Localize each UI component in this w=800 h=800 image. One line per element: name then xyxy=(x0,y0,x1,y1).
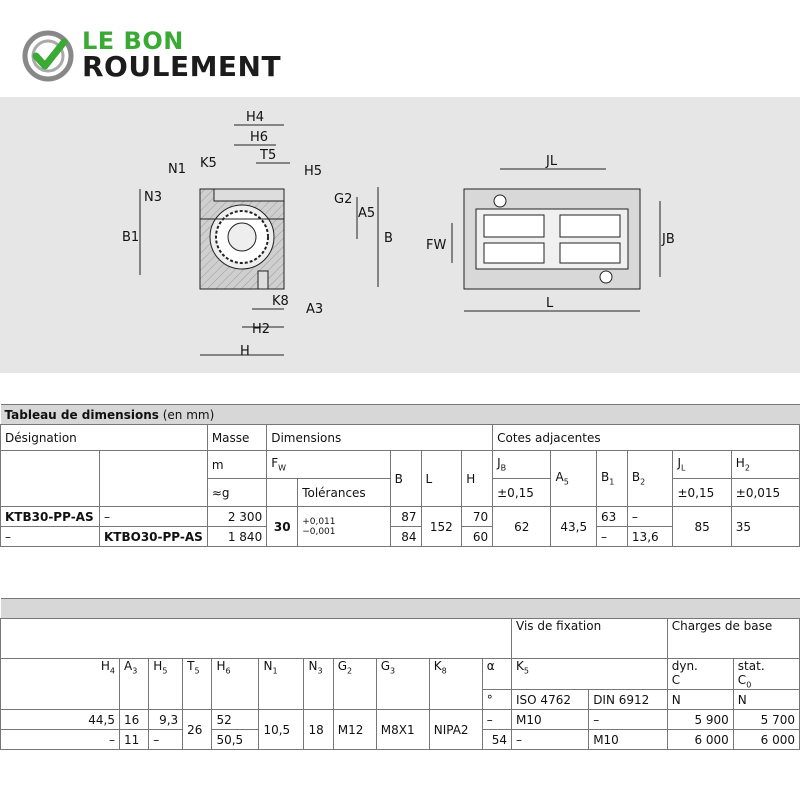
header-JL: $J_L$ xyxy=(673,451,731,479)
label-H4: H4 xyxy=(246,110,265,125)
designation-2: – xyxy=(1,527,100,547)
header-g: ≈g xyxy=(207,479,266,507)
fixing-table: Vis de fixation Charges de base $H_4$ $A_3$ $H_5$ $T_5$ $H_6$ $N_1$ $N_3$ $G_2$ $G_3$ $K_8$ α $K_5$ dyn. C stat. $C_0$ ° ISO 4762 DIN 6912 N N 44,5 16 9,3 26 52 10,5 18 M12 M8X1 NIPA2 – M10 – 5 900 5 700 – 11 – 50,5 54 – M10 6 000 6 000 xyxy=(0,598,800,750)
label-H: H xyxy=(240,344,250,359)
designation-1: KTB30-PP-AS xyxy=(1,507,100,527)
table-row: 44,5 16 9,3 26 52 10,5 18 M12 M8X1 NIPA2 – M10 – 5 900 5 700 xyxy=(1,710,800,730)
bearing-check-icon xyxy=(22,30,74,82)
table-row: – 11 – 50,5 54 – M10 6 000 6 000 xyxy=(1,730,800,750)
header-H2: $H_2$ xyxy=(731,451,799,479)
label-JB: JB xyxy=(662,232,675,247)
label-N3: N3 xyxy=(144,190,162,205)
header-masse: Masse xyxy=(207,425,266,451)
header-L: L xyxy=(421,451,462,507)
header-vis: Vis de fixation xyxy=(512,619,668,659)
longitudinal-view xyxy=(452,169,660,311)
header-m: m xyxy=(207,451,266,479)
header-charges: Charges de base xyxy=(667,619,799,659)
header-cotes: Cotes adjacentes xyxy=(493,425,800,451)
table-title-unit: (en mm) xyxy=(158,407,215,422)
table-title: Tableau de dimensions xyxy=(4,407,159,422)
technical-drawing xyxy=(0,97,800,373)
label-H6: H6 xyxy=(250,130,269,145)
cross-section-view xyxy=(140,125,378,355)
header-A5: $A_5$ xyxy=(551,451,597,507)
header-B: B xyxy=(390,451,421,507)
header-tolerances: Tolérances xyxy=(298,479,390,507)
header-H: H xyxy=(462,451,493,507)
table-row: – KTBO30-PP-AS 1 840 84 60 – 13,6 xyxy=(1,527,800,547)
label-B: B xyxy=(384,231,393,246)
header-dimensions: Dimensions xyxy=(267,425,493,451)
label-A5: A5 xyxy=(358,206,376,221)
header-B2: $B_2$ xyxy=(627,451,673,507)
tol-JB: ±0,15 xyxy=(493,479,551,507)
brand-logo xyxy=(22,26,312,86)
tol-JL: ±0,15 xyxy=(673,479,731,507)
label-A3: A3 xyxy=(306,302,324,317)
table-row: KTB30-PP-AS – 2 300 30 +0,011 −0,001 87 152 70 62 43,5 63 – 85 35 xyxy=(1,507,800,527)
label-H2: H2 xyxy=(252,322,271,337)
dimensions-table: Tableau de dimensions (en mm) Désignation Masse Dimensions Cotes adjacentes m $F_W$ B L H $J_B$ $A_5$ $B_1$ $B_2$ $J_L$ $H_2$ ≈g Tolérances ±0,15 ±0,15 ±0,015 KTB30-PP-AS – 2 300 30 +0,011 −0,001 87 152 70 62 43,5 63 – 85 35 – KTBO30-PP-AS 1 840 84 60 – 13,6 xyxy=(0,404,800,547)
header-B1: $B_1$ xyxy=(596,451,627,507)
label-JL: JL xyxy=(546,154,558,169)
fw-value: 30 xyxy=(267,507,298,547)
label-T5: T5 xyxy=(260,148,277,163)
logo-line-2: ROULEMENT xyxy=(82,50,282,83)
label-L: L xyxy=(546,296,554,311)
label-N1: N1 xyxy=(168,162,186,177)
label-K5: K5 xyxy=(200,156,217,171)
tol-H2: ±0,015 xyxy=(731,479,799,507)
label-FW: FW xyxy=(426,238,447,253)
label-G2: G2 xyxy=(334,192,353,207)
header-JB: $J_B$ xyxy=(493,451,551,479)
label-H5: H5 xyxy=(304,164,323,179)
label-B1: B1 xyxy=(122,230,140,245)
header-designation: Désignation xyxy=(1,425,208,451)
label-K8: K8 xyxy=(272,294,289,309)
logo-line-1: LE BON xyxy=(82,27,184,55)
